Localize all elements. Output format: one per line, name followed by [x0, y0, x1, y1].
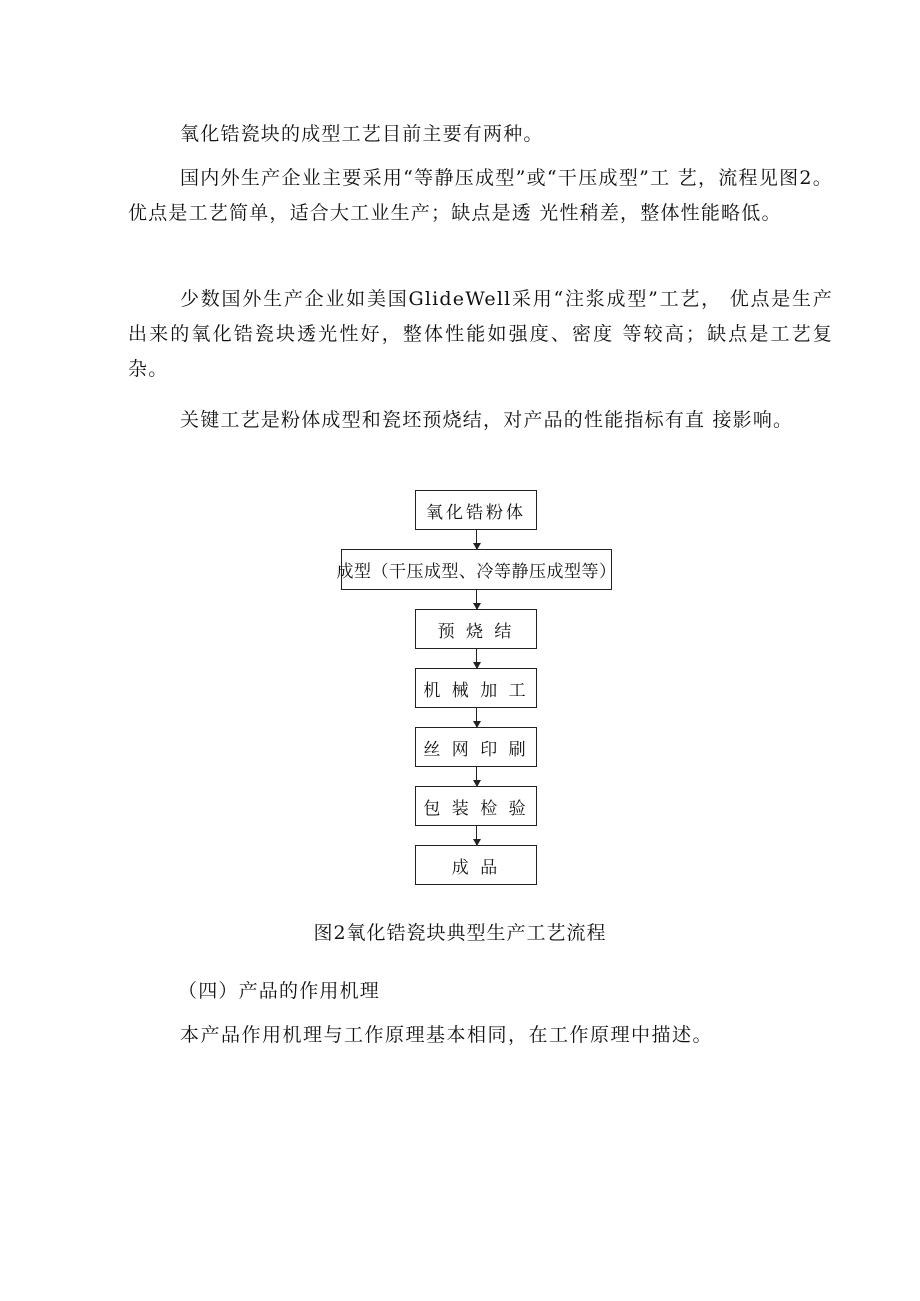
flow-step-screen-printing: 丝 网 印 刷: [415, 727, 537, 767]
flow-step-packaging-inspection: 包 装 检 验: [415, 786, 537, 826]
flow-step-powder: 氧化锆粉体: [415, 490, 537, 530]
flow-step-forming: 成型（干压成型、冷等静压成型等）: [341, 549, 612, 590]
flow-arrow: [476, 708, 477, 727]
flow-step-machining: 机 械 加 工: [415, 668, 537, 708]
paragraph-intro: 氧化锆瓷块的成型工艺目前主要有两种。: [180, 123, 544, 145]
section-heading: （四）产品的作用机理: [178, 980, 381, 1002]
figure-caption: 图2氧化锆瓷块典型生产工艺流程: [313, 922, 607, 944]
paragraph-slip-casting: 少数国外生产企业如美国GlideWell采用“注浆成型”工艺， 优点是生产出来的氧化锆瓷块透光性好，整体性能如强度、密度 等较高；缺点是工艺复杂。: [128, 288, 833, 380]
paragraph-isostatic-pressing: 国内外生产企业主要采用“等静压成型”或“干压成型”工 艺，流程见图2。优点是工艺简单，适合大工业生产；缺点是透 光性稍差，整体性能略低。: [128, 167, 833, 224]
flow-arrow: [476, 826, 477, 845]
flow-arrow: [476, 590, 477, 609]
flow-step-finished-product: 成 品: [415, 845, 537, 885]
flow-step-presintering: 预 烧 结: [415, 609, 537, 649]
flow-arrow: [476, 530, 477, 549]
flow-arrow: [476, 649, 477, 668]
flow-arrow: [476, 767, 477, 786]
section-body: 本产品作用机理与工作原理基本相同，在工作原理中描述。: [180, 1024, 714, 1046]
paragraph-key-process: 关键工艺是粉体成型和瓷坯预烧结，对产品的性能指标有直 接影响。: [180, 409, 794, 431]
